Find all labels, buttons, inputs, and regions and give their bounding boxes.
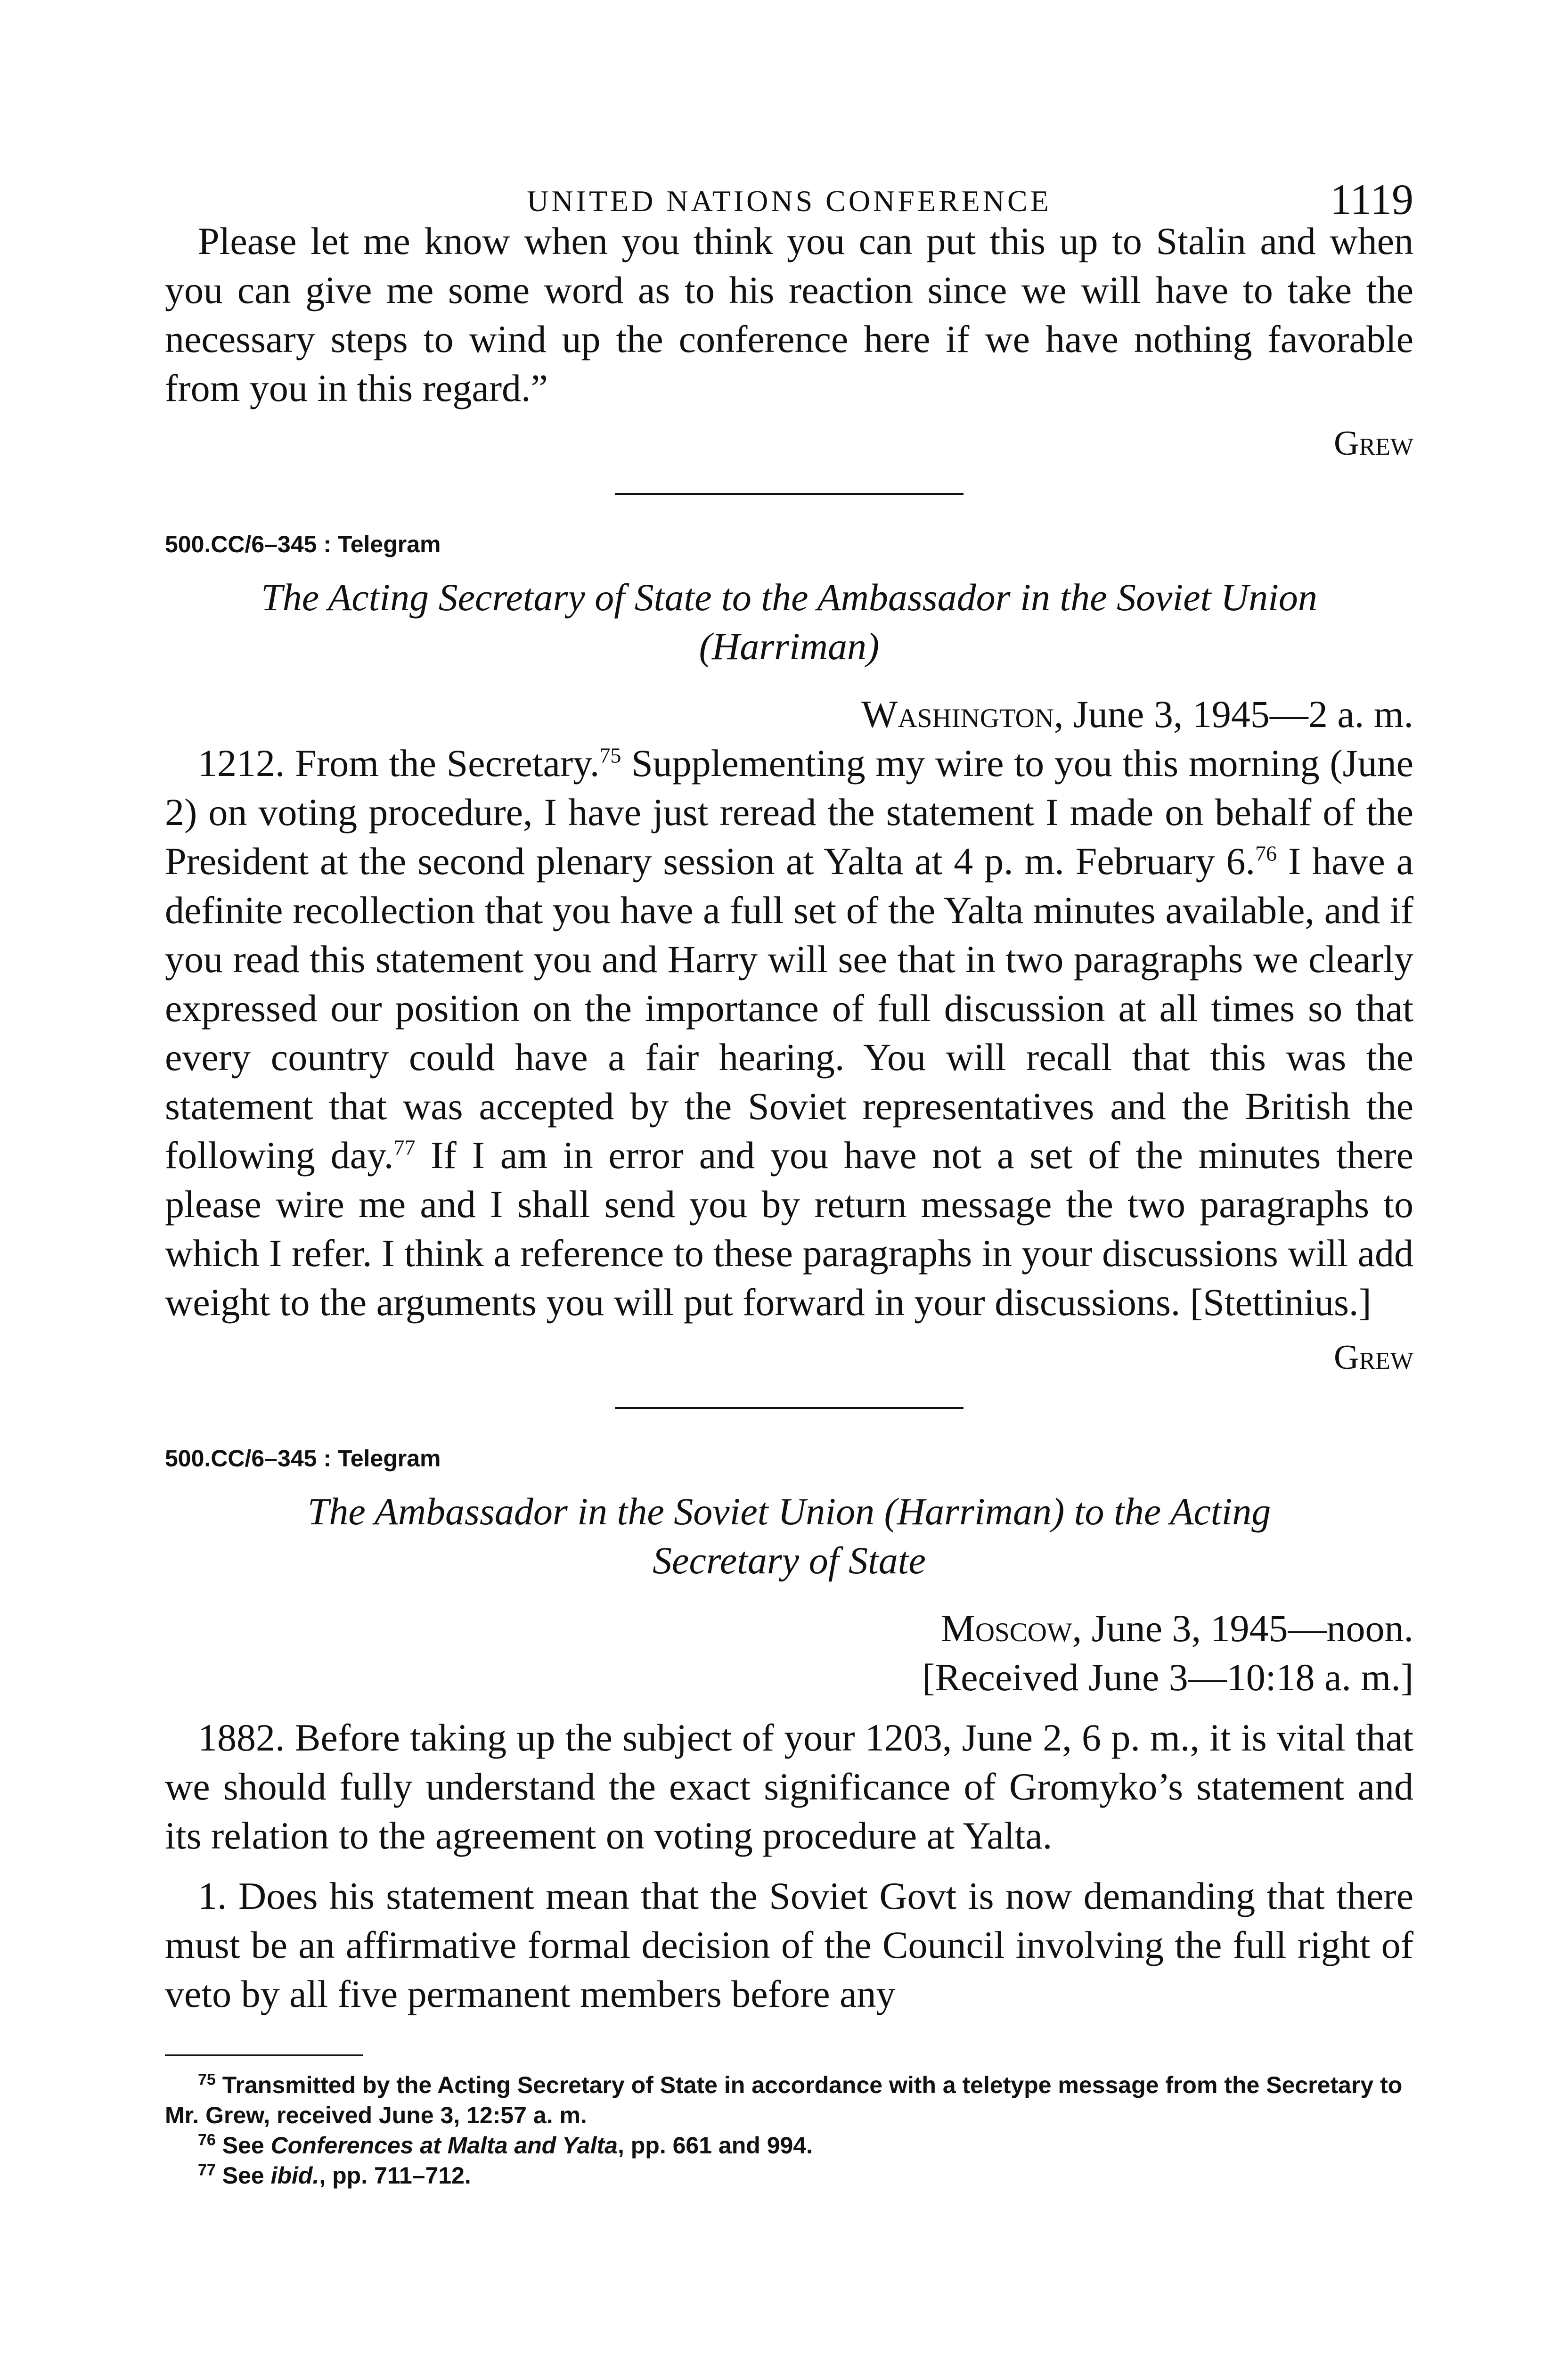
doc2-title (165, 1487, 1413, 1585)
footnote-ref-76: 76 (1255, 841, 1277, 866)
doc1-body-part2: Supplementing my wire to you this morning (June 2) on voting procedure, I have just reread the statement I made on behalf of the President at the second plenary session at Yalta at 4 p. m. February 6. (165, 742, 1413, 883)
doc1-title (165, 573, 1413, 671)
footnote-77-see: See (222, 2162, 271, 2189)
footnote-77-mark: 77 (198, 2161, 216, 2179)
doc2-dateline-place: Moscow, (940, 1607, 1082, 1650)
doc1-body-part4: If I am in error and you have not a set of the minutes there please wire me and I shall send you by return message the two paragraphs to which I refer. I think a reference to these paragraphs in your discussions will add weight to the arguments you will put forward in your discussions. [Stettinius.] (165, 1134, 1413, 1324)
footnote-75-mark: 75 (198, 2070, 216, 2089)
spacer (165, 1860, 1413, 1872)
doc2-file-reference: 500.CC/6–345 : Telegram (165, 1445, 441, 1472)
footnote-divider (165, 2054, 363, 2056)
footnote-77-pages: , pp. 711–712. (319, 2162, 471, 2189)
section-divider (615, 1407, 964, 1409)
footnote-76-mark: 76 (198, 2131, 216, 2149)
doc1-body-part3: I have a definite recollection that you have a full set of the Yalta minutes available, and if you read this statement you and Harry will see that in two paragraphs we clearly expressed our position on the importance of full discussion at all times so that every country could have a fair hearing. You will recall that this was the statement that was accepted by the Soviet representatives and the British the following day. (165, 840, 1413, 1177)
footnote-76-see: See (222, 2132, 271, 2159)
doc1-title-line1: The Acting Secretary of State to the Ambassador in the Soviet Union (261, 576, 1317, 619)
doc1-signature: Grew (1334, 1338, 1413, 1377)
doc1-file-reference: 500.CC/6–345 : Telegram (165, 531, 441, 557)
running-title: UNITED NATIONS CONFERENCE (527, 184, 1052, 218)
doc1-dateline-place: Washington, (861, 693, 1064, 736)
doc2-dateline (165, 1604, 1413, 1653)
footnote-76-pages: , pp. 661 and 994. (617, 2132, 813, 2159)
running-head (165, 165, 1413, 223)
doc2-title-line2: Secretary of State (653, 1539, 926, 1582)
doc2-paragraph-2: 1. Does his statement mean that the Soviet Govt is now demanding that there must be an affirmative formal decision of the Council involving the full right of veto by all five permanent members before any (165, 1874, 1413, 2015)
doc2-title-line1: The Ambassador in the Soviet Union (Harriman) to the Acting (307, 1490, 1271, 1533)
footnote-77 (165, 2160, 1413, 2191)
footnote-ref-77: 77 (393, 1135, 416, 1160)
section-divider (615, 493, 964, 495)
doc1-title-line2: (Harriman) (699, 625, 880, 668)
spacer (165, 1702, 1413, 1713)
doc1-body-part1: 1212. From the Secretary. (198, 742, 600, 785)
footnote-77-ibid: ibid. (270, 2162, 319, 2189)
footnote-ref-75: 75 (599, 743, 621, 768)
footnote-75 (165, 2070, 1413, 2130)
doc1-body (165, 739, 1413, 1327)
continuation-signature: Grew (1334, 424, 1413, 463)
page-number: 1119 (1330, 175, 1413, 223)
footnote-76 (165, 2130, 1413, 2160)
footnote-76-title: Conferences at Malta and Yalta (270, 2132, 618, 2159)
footnote-75-text: Transmitted by the Acting Secretary of State in accordance with a teletype message from the Secretary to Mr. Grew, received June 3, 12:57 a. m. (165, 2072, 1403, 2128)
continuation-paragraph: Please let me know when you think you can put this up to Stalin and when you can give me some word as to his reaction since we will have to take the necessary steps to wind up the conference here if we have nothing favorable from you in this regard.” (165, 220, 1413, 409)
doc2-dateline-date: June 3, 1945—noon. (1082, 1607, 1413, 1650)
doc2-received-line: [Received June 3—10:18 a. m.] (922, 1656, 1413, 1699)
document-page (165, 165, 1413, 2191)
doc2-paragraph-1: 1882. Before taking up the subject of your 1203, June 2, 6 p. m., it is vital that we should fully understand the exact significance of Gromyko’s statement and its relation to the agreement on voting procedure at Yalta. (165, 1716, 1413, 1857)
doc1-dateline-date: June 3, 1945—2 a. m. (1063, 693, 1413, 736)
doc1-dateline (165, 690, 1413, 739)
